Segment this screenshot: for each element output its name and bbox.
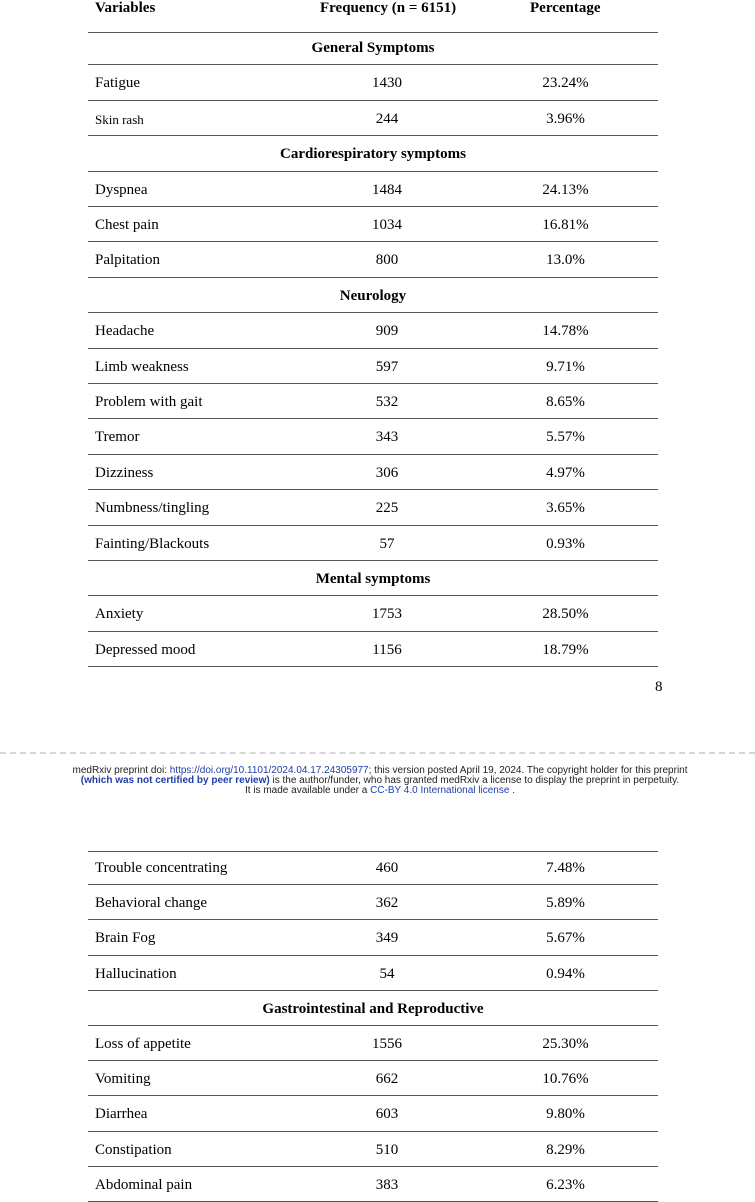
table-rule <box>88 454 658 455</box>
row-label: Palpitation <box>95 252 160 269</box>
row-percentage: 9.71% <box>546 358 585 375</box>
row-frequency: 532 <box>375 394 399 410</box>
row-label: Vomiting <box>95 1071 151 1088</box>
table-rule <box>88 560 658 561</box>
table-rule <box>88 851 658 852</box>
row-label: Dyspnea <box>95 181 148 198</box>
row-frequency: 460 <box>375 860 399 876</box>
table-rule <box>88 990 658 991</box>
row-frequency: 349 <box>375 930 399 947</box>
table-rule <box>88 241 658 242</box>
row-percentage: 25.30% <box>542 1036 589 1052</box>
row-frequency: 800 <box>375 252 399 269</box>
table-rule <box>88 348 658 349</box>
section-heading: Gastrointestinal and Reproductive <box>262 1000 484 1017</box>
row-percentage: 18.79% <box>542 641 589 658</box>
table-rule <box>88 666 658 667</box>
table-rule <box>88 1131 658 1132</box>
table-rule <box>88 100 658 101</box>
table-rule <box>88 595 658 596</box>
table-rule <box>88 525 658 526</box>
license-link[interactable]: CC-BY 4.0 International license <box>370 785 510 796</box>
table-rule <box>88 383 658 384</box>
col-header-frequency: Frequency (n = 6151) <box>320 0 457 16</box>
section-heading: General Symptoms <box>311 40 435 56</box>
section-heading: Cardiorespiratory symptoms <box>280 146 466 163</box>
row-frequency: 54 <box>379 965 395 982</box>
table-rule <box>88 1166 658 1167</box>
row-label: Behavioral change <box>95 895 208 912</box>
page-number: 8 <box>655 679 663 695</box>
license-statement: is the author/funder, who has granted medRxiv a license to display the preprint in perpetuity. <box>269 775 680 786</box>
row-frequency: 343 <box>375 429 399 446</box>
row-percentage: 3.65% <box>546 500 585 517</box>
table-rule <box>88 919 658 920</box>
table-rule <box>88 418 658 419</box>
table-rule <box>88 277 658 278</box>
row-frequency: 306 <box>375 464 399 481</box>
license-prefix: It is made available under a <box>245 785 371 796</box>
row-frequency: 597 <box>375 358 399 375</box>
table-rule <box>88 1060 658 1061</box>
row-label: Constipation <box>95 1141 172 1158</box>
table-rule <box>88 171 658 172</box>
row-percentage: 0.94% <box>546 965 585 982</box>
row-frequency: 225 <box>375 500 399 517</box>
row-label: Trouble concentrating <box>95 860 228 876</box>
row-label: Numbness/tingling <box>95 500 210 517</box>
row-label: Headache <box>95 323 155 340</box>
row-frequency: 383 <box>375 1176 399 1193</box>
row-frequency: 244 <box>375 110 399 127</box>
row-label: Diarrhea <box>95 1106 148 1123</box>
row-percentage: 8.29% <box>546 1141 585 1158</box>
row-percentage: 14.78% <box>542 323 589 340</box>
row-percentage: 3.96% <box>546 110 585 127</box>
license-suffix: . <box>509 785 515 796</box>
col-header-percentage: Percentage <box>530 0 601 16</box>
table-rule <box>88 206 658 207</box>
table-rule <box>88 631 658 632</box>
row-percentage: 28.50% <box>542 606 589 623</box>
row-percentage: 10.76% <box>542 1071 589 1088</box>
row-percentage: 24.13% <box>542 181 589 198</box>
row-label: Tremor <box>95 429 140 446</box>
row-frequency: 1484 <box>372 181 402 198</box>
row-percentage: 7.48% <box>546 860 585 876</box>
row-label: Loss of appetite <box>95 1036 191 1052</box>
table-rule <box>88 312 658 313</box>
table-rule <box>88 955 658 956</box>
doi-prefix: medRxiv preprint doi: <box>72 765 170 776</box>
row-frequency: 1753 <box>372 606 402 623</box>
row-percentage: 8.65% <box>546 394 585 410</box>
table-rule <box>88 64 658 65</box>
row-label: Limb weakness <box>95 358 189 375</box>
row-frequency: 1430 <box>372 75 402 92</box>
row-frequency: 603 <box>375 1106 399 1123</box>
peer-review-notice[interactable]: (which was not certified by peer review) <box>80 775 270 786</box>
row-percentage: 5.67% <box>546 930 585 947</box>
row-frequency: 1156 <box>372 641 402 658</box>
row-label: Depressed mood <box>95 641 196 658</box>
row-percentage: 4.97% <box>546 464 585 481</box>
table-rule <box>88 32 658 33</box>
row-percentage: 0.93% <box>546 535 585 552</box>
row-percentage: 6.23% <box>546 1176 585 1193</box>
row-percentage: 23.24% <box>542 75 589 92</box>
section-heading: Neurology <box>339 287 407 304</box>
doi-suffix: ; this version posted April 19, 2024. The copyright holder for this preprint <box>368 765 688 776</box>
row-label: Anxiety <box>95 606 144 623</box>
row-label: Abdominal pain <box>95 1176 193 1193</box>
page-break-divider <box>0 752 755 754</box>
row-frequency: 510 <box>375 1141 399 1158</box>
row-label: Problem with gait <box>95 394 203 410</box>
row-frequency: 909 <box>375 323 399 340</box>
table-rule <box>88 135 658 136</box>
row-frequency: 1556 <box>372 1036 402 1052</box>
row-percentage: 5.57% <box>546 429 585 446</box>
row-label: Brain Fog <box>95 930 156 947</box>
row-frequency: 362 <box>375 895 399 912</box>
row-frequency: 662 <box>375 1071 399 1088</box>
row-percentage: 13.0% <box>546 252 585 269</box>
row-percentage: 5.89% <box>546 895 585 912</box>
row-percentage: 9.80% <box>546 1106 585 1123</box>
section-heading: Mental symptoms <box>315 571 431 587</box>
row-percentage: 16.81% <box>542 217 589 233</box>
table-rule <box>88 1025 658 1026</box>
row-label: Skin rash <box>95 111 144 127</box>
table-rule <box>88 884 658 885</box>
row-frequency: 1034 <box>372 217 402 233</box>
table-rule <box>88 489 658 490</box>
table-rule <box>88 1095 658 1096</box>
col-header-variables: Variables <box>95 0 156 16</box>
row-frequency: 57 <box>379 535 395 552</box>
row-label: Hallucination <box>95 965 177 982</box>
row-label: Chest pain <box>95 217 159 233</box>
row-label: Fatigue <box>95 75 140 92</box>
doi-link[interactable]: https://doi.org/10.1101/2024.04.17.24305977 <box>169 765 369 776</box>
preprint-notice-line-3 <box>60 786 700 796</box>
row-label: Dizziness <box>95 464 154 481</box>
row-label: Fainting/Blackouts <box>95 535 210 552</box>
